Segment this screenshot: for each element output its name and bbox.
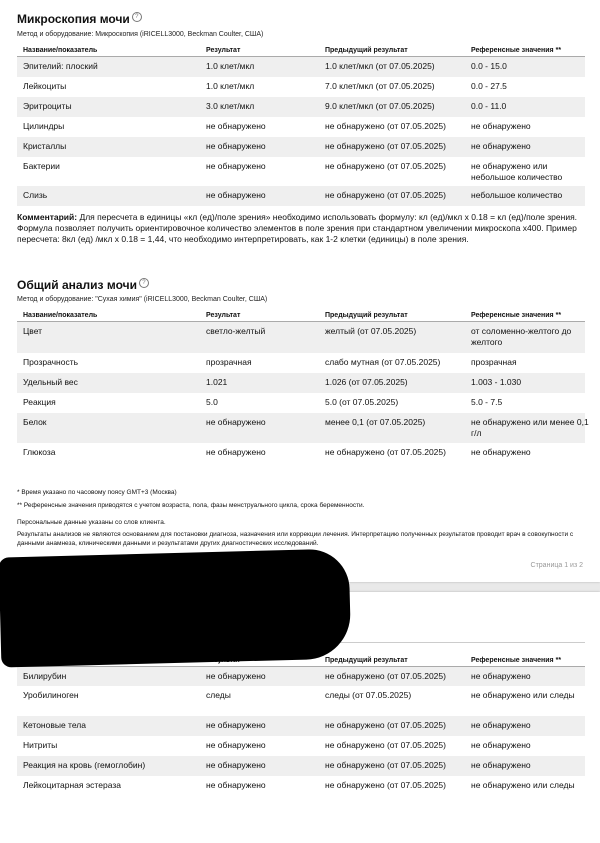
table-row <box>17 373 585 393</box>
cell-reference: не обнаружено или менее 0,1 г/л <box>471 417 589 438</box>
cell-result: прозрачная <box>206 357 252 367</box>
cell-name: Лейкоцитарная эстераза <box>23 780 121 790</box>
cell-previous: 1.0 клет/мкл (от 07.05.2025) <box>325 61 435 71</box>
cell-result: не обнаружено <box>206 780 266 790</box>
cell-previous: не обнаружено (от 07.05.2025) <box>325 141 446 151</box>
cell-name: Прозрачность <box>23 357 79 367</box>
table-row <box>17 736 585 756</box>
cell-name: Бактерии <box>23 161 60 171</box>
header-reference: Референсные значения ** <box>471 657 562 664</box>
microscopy-title: Микроскопия мочи ? <box>17 12 142 26</box>
table-header <box>17 44 585 57</box>
cell-name: Кетоновые тела <box>23 720 86 730</box>
header-result: Результат <box>206 312 241 319</box>
table-row <box>17 57 585 77</box>
comment-text: Для пересчета в единицы «кл (ед)/поле зрения» необходимо использовать формулу: кл (ед)/мкл х 0.18 = кл (ед)/поле зрения. Формула позволяет получить ориентировочное количество элементов в поле зрения при стандартном увеличении микроскопа х400. Пример пересчета: 8кл (ед) /мкл х 0.18 = 1,44, что необходимо интерпретировать, как 1-2 клетки (единицы) в поле зрения. <box>17 212 578 244</box>
cell-name: Цилиндры <box>23 121 65 131</box>
cell-result: не обнаружено <box>206 161 266 171</box>
microscopy-table <box>17 44 585 206</box>
general-analysis-table <box>17 309 589 463</box>
comment-block <box>17 212 582 245</box>
cell-name: Лейкоциты <box>23 81 67 91</box>
table-row <box>17 776 585 804</box>
cell-previous: 9.0 клет/мкл (от 07.05.2025) <box>325 101 435 111</box>
table-row <box>17 443 585 463</box>
cell-previous: не обнаружено (от 07.05.2025) <box>325 720 446 730</box>
cell-name: Билирубин <box>23 671 67 681</box>
cell-reference: 1.003 - 1.030 <box>471 377 522 387</box>
cell-result: 5.0 <box>206 397 218 407</box>
cell-previous: 1.026 (от 07.05.2025) <box>325 377 408 387</box>
table-row <box>17 667 585 686</box>
cell-reference: не обнаружено <box>471 760 531 770</box>
cell-reference: не обнаружено или следы <box>471 690 575 700</box>
cell-reference: не обнаружено или небольшое количество <box>471 161 563 182</box>
table-header <box>17 309 585 322</box>
header-reference: Референсные значения ** <box>471 312 562 319</box>
cell-reference: небольшое количество <box>471 190 563 200</box>
cell-result: следы <box>206 690 231 700</box>
table-row <box>17 137 585 157</box>
cell-result: не обнаружено <box>206 447 266 457</box>
cell-result: 1.021 <box>206 377 228 387</box>
info-icon[interactable]: ? <box>132 12 142 22</box>
cell-result: не обнаружено <box>206 121 266 131</box>
header-result: Результат <box>206 47 241 54</box>
cell-name: Слизь <box>23 190 48 200</box>
footnote-reference: ** Референсные значения приводятся с учетом возраста, пола, фазы менструального цикла, срока беременности. <box>17 502 365 509</box>
cell-name: Нитриты <box>23 740 58 750</box>
header-name: Название/показатель <box>23 47 98 54</box>
disclaimer: Результаты анализов не являются основанием для постановки диагноза, назначения или коррекции лечения. Интерпретацию полученных результатов проводит врач в совокупности с данными анамнеза, клиническими данными и результатами других диагностических исследований. <box>17 531 574 547</box>
cell-previous: менее 0,1 (от 07.05.2025) <box>325 417 426 427</box>
cell-name: Глюкоза <box>23 447 56 457</box>
cell-name: Удельный вес <box>23 377 78 387</box>
comment-label: Комментарий: <box>17 212 78 222</box>
info-icon[interactable]: ? <box>139 278 149 288</box>
table-row <box>17 117 585 137</box>
header-name: Название/показатель <box>23 312 98 319</box>
cell-result: не обнаружено <box>206 190 266 200</box>
cell-previous: 5.0 (от 07.05.2025) <box>325 397 399 407</box>
table-row <box>17 756 585 776</box>
cell-result: не обнаружено <box>206 760 266 770</box>
header-previous: Предыдущий результат <box>325 47 408 54</box>
cell-previous: не обнаружено (от 07.05.2025) <box>325 760 446 770</box>
cell-name: Реакция <box>23 397 56 407</box>
cell-result: светло-желтый <box>206 326 266 336</box>
cell-name: Уробилиноген <box>23 690 79 700</box>
cell-reference: не обнаружено <box>471 141 531 151</box>
table-row <box>17 97 585 117</box>
cell-reference: 0.0 - 27.5 <box>471 81 507 91</box>
cell-reference: не обнаружено или следы <box>471 780 575 790</box>
general-analysis-title: Общий анализ мочи ? <box>17 278 149 292</box>
table-row <box>17 393 585 413</box>
table-row <box>17 413 589 443</box>
cell-reference: 5.0 - 7.5 <box>471 397 503 407</box>
cell-previous: не обнаружено (от 07.05.2025) <box>325 190 446 200</box>
table-row <box>17 686 585 716</box>
table-row <box>17 716 585 736</box>
redaction-mark <box>0 548 351 667</box>
cell-previous: не обнаружено (от 07.05.2025) <box>325 780 446 790</box>
cell-name: Эритроциты <box>23 101 72 111</box>
microscopy-method: Метод и оборудование: Микроскопия (iRICELL3000, Beckman Coulter, США) <box>17 31 264 38</box>
cell-name: Эпителий: плоский <box>23 61 98 71</box>
cell-previous: желтый (от 07.05.2025) <box>325 326 417 336</box>
footnote-timezone: * Время указано по часовому поясу GMT+3 (Москва) <box>17 489 177 496</box>
header-reference: Референсные значения ** <box>471 47 562 54</box>
personal-data-note: Персональные данные указаны со слов клиента. <box>17 519 166 526</box>
cell-name: Цвет <box>23 326 43 336</box>
table-row <box>17 353 585 373</box>
cell-previous: не обнаружено (от 07.05.2025) <box>325 671 446 681</box>
page-number: Страница 1 из 2 <box>530 562 583 569</box>
cell-result: не обнаружено <box>206 417 266 427</box>
page2-table <box>17 654 585 804</box>
cell-reference: не обнаружено <box>471 671 531 681</box>
cell-previous: следы (от 07.05.2025) <box>325 690 412 700</box>
header-previous: Предыдущий результат <box>325 312 408 319</box>
header-previous: Предыдущий результат <box>325 657 408 664</box>
cell-reference: прозрачная <box>471 357 517 367</box>
cell-result: не обнаружено <box>206 720 266 730</box>
cell-reference: не обнаружено <box>471 740 531 750</box>
cell-result: не обнаружено <box>206 671 266 681</box>
cell-previous: не обнаружено (от 07.05.2025) <box>325 121 446 131</box>
table-row <box>17 186 585 206</box>
cell-result: 1.0 клет/мкл <box>206 81 255 91</box>
table-row <box>17 157 585 186</box>
cell-reference: не обнаружено <box>471 447 531 457</box>
cell-reference: 0.0 - 15.0 <box>471 61 507 71</box>
cell-result: не обнаружено <box>206 141 266 151</box>
general-method: Метод и оборудование: "Сухая химия" (iRICELL3000, Beckman Coulter, США) <box>17 296 268 303</box>
cell-reference: не обнаружено <box>471 121 531 131</box>
table-row <box>17 322 585 353</box>
table-row <box>17 77 585 97</box>
cell-result: 1.0 клет/мкл <box>206 61 255 71</box>
cell-reference: от соломенно-желтого до желтого <box>471 326 572 347</box>
cell-previous: 7.0 клет/мкл (от 07.05.2025) <box>325 81 435 91</box>
cell-name: Кристаллы <box>23 141 67 151</box>
cell-reference: не обнаружено <box>471 720 531 730</box>
cell-name: Реакция на кровь (гемоглобин) <box>23 760 146 770</box>
cell-previous: слабо мутная (от 07.05.2025) <box>325 357 441 367</box>
cell-name: Белок <box>23 417 47 427</box>
cell-result: не обнаружено <box>206 740 266 750</box>
cell-result: 3.0 клет/мкл <box>206 101 255 111</box>
cell-reference: 0.0 - 11.0 <box>471 101 507 111</box>
cell-previous: не обнаружено (от 07.05.2025) <box>325 740 446 750</box>
cell-previous: не обнаружено (от 07.05.2025) <box>325 447 446 457</box>
cell-previous: не обнаружено (от 07.05.2025) <box>325 161 446 171</box>
